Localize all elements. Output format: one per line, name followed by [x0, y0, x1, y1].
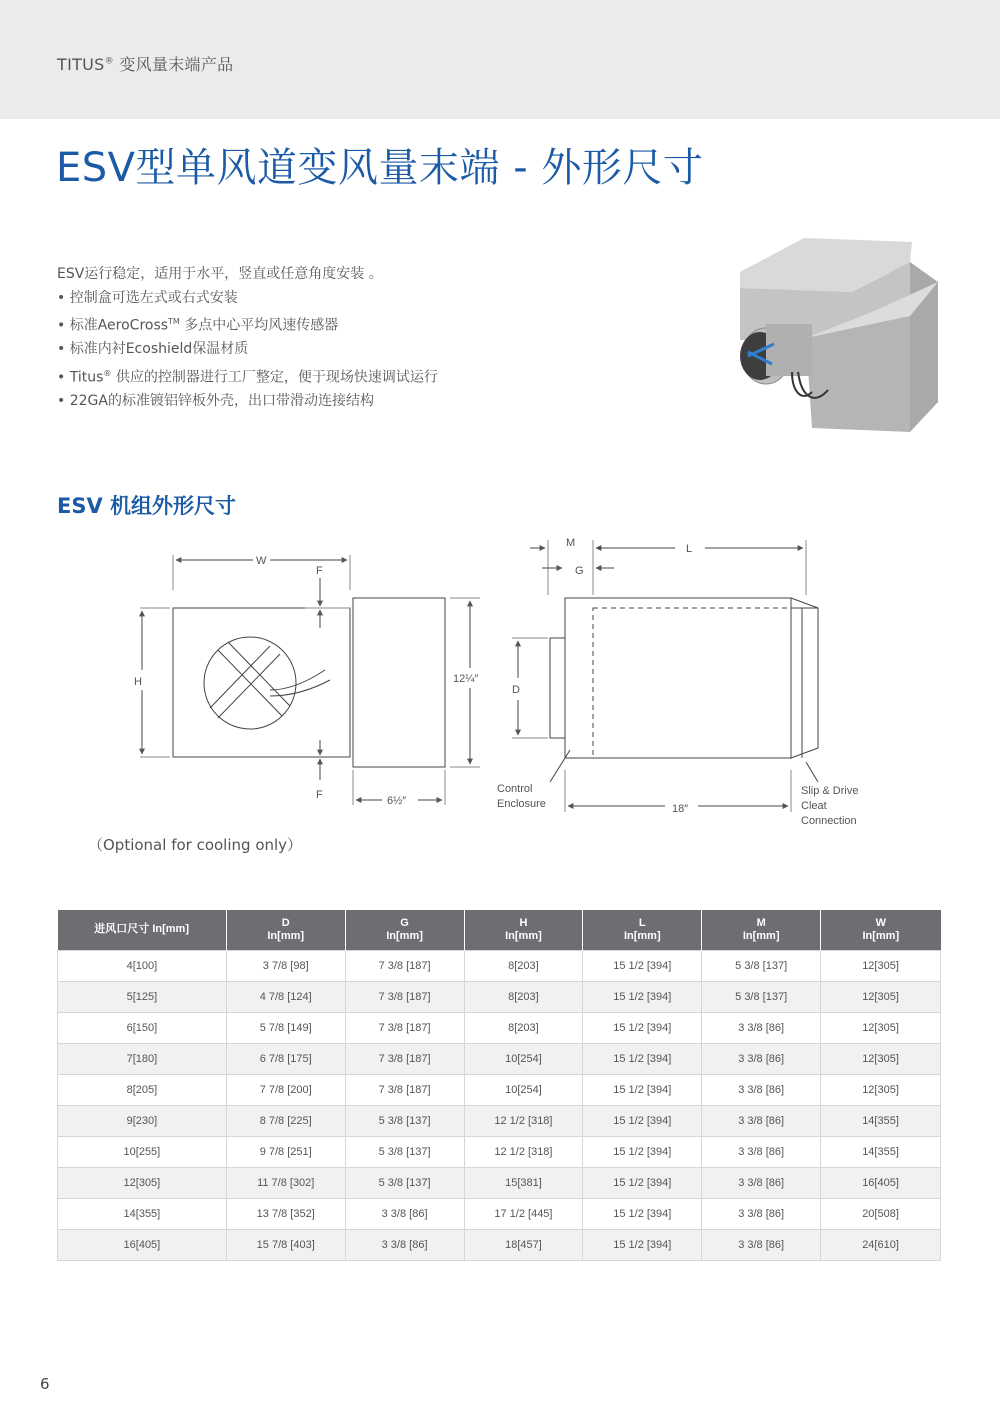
- registered-mark: ®: [103, 368, 112, 378]
- feature-intro: ESV运行稳定，适用于水平，竖直或任意角度安装 。: [57, 266, 383, 282]
- table-cell: 17 1/2 [445]: [464, 1198, 583, 1229]
- side-elevation-box: [565, 598, 791, 758]
- header-unit: In[mm]: [267, 929, 305, 942]
- table-cell: 12[305]: [821, 1012, 941, 1043]
- table-cell: 7 3/8 [187]: [345, 1043, 464, 1074]
- page-title: ESV型单风道变风量末端 - 外形尺寸: [56, 145, 704, 191]
- table-cell: 3 3/8 [86]: [702, 1136, 821, 1167]
- table-cell: 7[180]: [58, 1043, 227, 1074]
- running-header: [57, 52, 233, 75]
- label-length-18: 18″: [672, 803, 689, 815]
- table-cell: 14[355]: [821, 1105, 941, 1136]
- feature-text: 多点中心平均风速传感器: [179, 317, 339, 334]
- table-cell: 5 3/8 [137]: [345, 1136, 464, 1167]
- header-label: G: [400, 916, 409, 929]
- table-cell: 8[205]: [58, 1074, 227, 1105]
- header-label: D: [281, 916, 290, 929]
- table-cell: 14[355]: [58, 1198, 227, 1229]
- table-cell: 3 3/8 [86]: [702, 1198, 821, 1229]
- table-cell: 15 1/2 [394]: [583, 1198, 702, 1229]
- header-unit: In[mm]: [623, 929, 661, 942]
- col-m: [702, 910, 821, 950]
- table-cell: 15 1/2 [394]: [583, 1074, 702, 1105]
- table-cell: 5 3/8 [137]: [702, 981, 821, 1012]
- table-cell: 5 3/8 [137]: [345, 1105, 464, 1136]
- header-label: 进风口尺寸 In[mm]: [94, 923, 189, 936]
- table-cell: 7 3/8 [187]: [345, 1074, 464, 1105]
- casing-hidden-line: [593, 608, 791, 758]
- table-cell: 20[508]: [821, 1198, 941, 1229]
- table-cell: 5[125]: [58, 981, 227, 1012]
- label-width-6-5: 6½″: [387, 795, 407, 807]
- feature-text: 供应的控制器进行工厂整定，便于现场快速调试运行: [111, 369, 438, 386]
- feature-item: [57, 310, 438, 338]
- slip-leader: [806, 762, 818, 782]
- table-row: [58, 1074, 941, 1105]
- header-subtitle: 变风量末端产品: [119, 55, 234, 74]
- table-cell: 15 1/2 [394]: [583, 1136, 702, 1167]
- table-cell: 8[203]: [464, 1012, 583, 1043]
- table-cell: 15 1/2 [394]: [583, 981, 702, 1012]
- table-cell: 12[305]: [821, 1043, 941, 1074]
- table-cell: 3 3/8 [86]: [702, 1229, 821, 1260]
- table-cell: 15[381]: [464, 1167, 583, 1198]
- table-cell: 8[203]: [464, 950, 583, 981]
- table-cell: 12 1/2 [318]: [464, 1136, 583, 1167]
- table-cell: 15 1/2 [394]: [583, 1167, 702, 1198]
- table-row: [58, 981, 941, 1012]
- table-cell: 7 3/8 [187]: [345, 1012, 464, 1043]
- dimension-drawing: [120, 530, 880, 830]
- label-d: D: [512, 684, 520, 696]
- table-cell: 14[355]: [821, 1136, 941, 1167]
- col-l: [583, 910, 702, 950]
- table-cell: 7 3/8 [187]: [345, 950, 464, 981]
- table-row: [58, 1229, 941, 1260]
- label-w: W: [256, 555, 267, 567]
- feature-text: • 标准AeroCross: [57, 317, 169, 334]
- aerocross-cross: [210, 642, 290, 718]
- label-height-12-25: 12¼″: [453, 673, 479, 685]
- table-cell: 12[305]: [821, 1074, 941, 1105]
- page-number: 6: [40, 1375, 50, 1393]
- unit-side-face: [910, 262, 938, 432]
- table-row: [58, 1136, 941, 1167]
- feature-item: • 标准内衬Ecoshield保温材质: [57, 341, 249, 358]
- table-row: [58, 1198, 941, 1229]
- table-cell: 3 3/8 [86]: [702, 1167, 821, 1198]
- table-cell: 16[405]: [821, 1167, 941, 1198]
- table-cell: 16[405]: [58, 1229, 227, 1260]
- table-row: [58, 1012, 941, 1043]
- feature-text: • Titus: [57, 369, 104, 386]
- inlet-collar-outline: [550, 638, 565, 738]
- table-cell: 15 1/2 [394]: [583, 1043, 702, 1074]
- table-cell: 12[305]: [58, 1167, 227, 1198]
- table-cell: 5 3/8 [137]: [702, 950, 821, 981]
- front-view-box: [173, 608, 350, 757]
- label-m: M: [566, 537, 576, 549]
- table-cell: 8 7/8 [225]: [226, 1105, 345, 1136]
- label-control-line2: Enclosure: [497, 798, 546, 810]
- header-unit: In[mm]: [386, 929, 423, 942]
- inlet-sleeve: [766, 324, 812, 376]
- table-cell: 15 1/2 [394]: [583, 1229, 702, 1260]
- header-unit: In[mm]: [742, 929, 780, 942]
- table-cell: 10[255]: [58, 1136, 227, 1167]
- table-cell: 3 7/8 [98]: [226, 950, 345, 981]
- feature-item: [57, 362, 438, 390]
- dimension-table: [57, 910, 941, 1261]
- label-slip-line1: Slip & Drive: [801, 785, 859, 797]
- table-cell: 3 3/8 [86]: [345, 1229, 464, 1260]
- label-f-top: F: [316, 565, 323, 577]
- header-label: W: [875, 916, 886, 929]
- table-cell: 3 3/8 [86]: [702, 1012, 821, 1043]
- col-inlet-size: [58, 910, 227, 950]
- table-row: [58, 1043, 941, 1074]
- col-h: [464, 910, 583, 950]
- table-cell: 18[457]: [464, 1229, 583, 1260]
- table-cell: 3 3/8 [86]: [702, 1074, 821, 1105]
- header-label: H: [519, 916, 528, 929]
- col-d: [226, 910, 345, 950]
- side-view-box: [353, 598, 445, 767]
- table-cell: 10[254]: [464, 1074, 583, 1105]
- label-l: L: [686, 543, 693, 555]
- table-cell: 3 3/8 [86]: [345, 1198, 464, 1229]
- table-cell: 15 1/2 [394]: [583, 1012, 702, 1043]
- table-cell: 8[203]: [464, 981, 583, 1012]
- header-reg-mark: ®: [104, 56, 114, 67]
- control-leader: [550, 750, 570, 782]
- feature-item: • 22GA的标准镀铝锌板外壳，出口带滑动连接结构: [57, 392, 374, 409]
- label-f-bottom: F: [316, 789, 323, 801]
- table-cell: 10[254]: [464, 1043, 583, 1074]
- table-cell: 11 7/8 [302]: [226, 1167, 345, 1198]
- table-cell: 13 7/8 [352]: [226, 1198, 345, 1229]
- col-g: [345, 910, 464, 950]
- table-cell: 6[150]: [58, 1012, 227, 1043]
- label-h: H: [134, 676, 142, 688]
- table-cell: 5 3/8 [137]: [345, 1167, 464, 1198]
- sensor-tubes: [270, 670, 330, 696]
- table-cell: 12[305]: [821, 981, 941, 1012]
- trademark-mark: TM: [168, 317, 180, 326]
- table-body: [58, 950, 941, 1260]
- label-slip-line2: Cleat: [801, 800, 827, 812]
- table-cell: 4[100]: [58, 950, 227, 981]
- table-cell: 9[230]: [58, 1105, 227, 1136]
- header-label: L: [638, 916, 646, 929]
- table-row: [58, 1105, 941, 1136]
- table-cell: 12[305]: [821, 950, 941, 981]
- label-g: G: [575, 565, 584, 577]
- table-cell: 15 1/2 [394]: [583, 1105, 702, 1136]
- optional-note: （Optional for cooling only）: [88, 836, 303, 854]
- product-photo: [732, 232, 942, 432]
- header-label: M: [756, 916, 766, 929]
- table-cell: 9 7/8 [251]: [226, 1136, 345, 1167]
- table-row: [58, 950, 941, 981]
- table-row: [58, 1167, 941, 1198]
- header-unit: In[mm]: [505, 929, 542, 942]
- slip-drive-cleat: [791, 598, 818, 758]
- table-cell: 7 3/8 [187]: [345, 981, 464, 1012]
- table-cell: 4 7/8 [124]: [226, 981, 345, 1012]
- table-cell: 7 7/8 [200]: [226, 1074, 345, 1105]
- table-header-row: [58, 910, 941, 950]
- col-w: [821, 910, 941, 950]
- header-unit: In[mm]: [862, 929, 900, 942]
- section-title: ESV 机组外形尺寸: [57, 494, 237, 518]
- table-cell: 15 7/8 [403]: [226, 1229, 345, 1260]
- table-cell: 6 7/8 [175]: [226, 1043, 345, 1074]
- feature-item: • 控制盒可选左式或右式安装: [57, 289, 238, 306]
- table-cell: 3 3/8 [86]: [702, 1105, 821, 1136]
- header-brand: TITUS: [57, 55, 105, 74]
- table-cell: 5 7/8 [149]: [226, 1012, 345, 1043]
- label-slip-line3: Connection: [801, 815, 857, 827]
- feature-list: [57, 263, 438, 413]
- table-cell: 15 1/2 [394]: [583, 950, 702, 981]
- label-control-line1: Control: [497, 783, 533, 795]
- table-cell: 3 3/8 [86]: [702, 1043, 821, 1074]
- table-cell: 12 1/2 [318]: [464, 1105, 583, 1136]
- table-cell: 24[610]: [821, 1229, 941, 1260]
